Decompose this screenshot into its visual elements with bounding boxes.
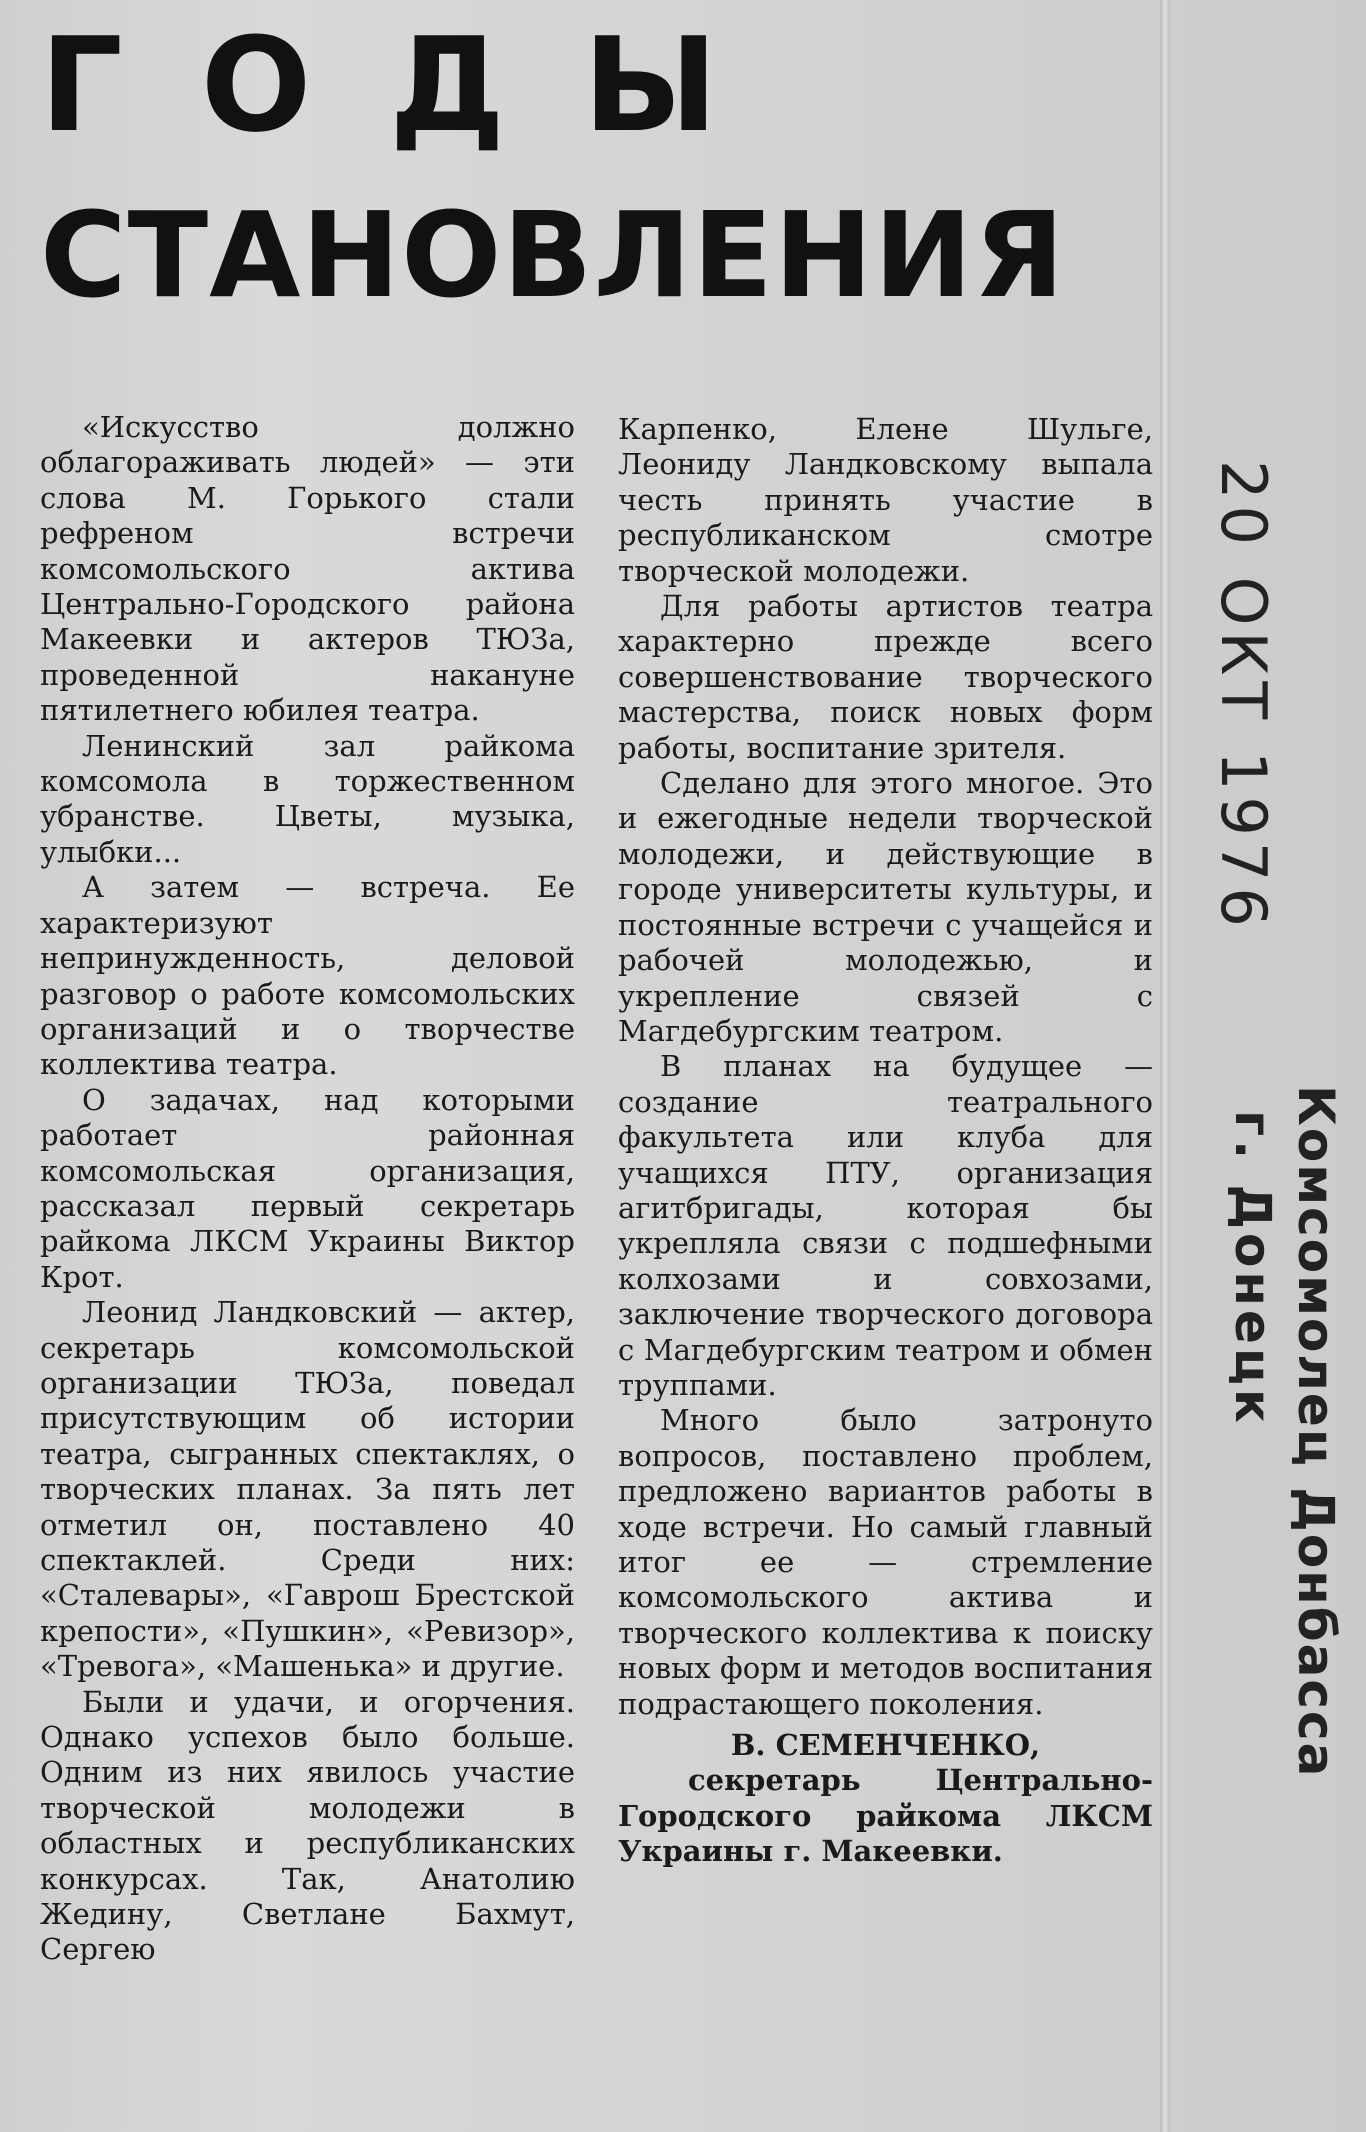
paragraph: О задачах, над которыми работает районная комсомольская организация, рассказал первый секретарь райкома ЛКСМ Украины Виктор Крот. xyxy=(40,1082,575,1294)
heading-line-2: СТАНОВЛЕНИЯ xyxy=(40,186,1066,324)
author-name: В. СЕМЕНЧЕНКО, xyxy=(730,1728,1041,1763)
paragraph: «Искусство должно облагораживать людей» — эти слова М. Горького стали рефреном встречи комсомольского актива Центрально-Городского района Макеевки и актеров ТЮЗа, проведенной накануне пятилетнего юбилея театра. xyxy=(40,410,575,728)
right-column xyxy=(618,412,1153,2122)
city-stamp: г. Донецк xyxy=(1224,1110,1282,1427)
paragraph: В планах на будущее — создание театрального факультета или клуба для учащихся ПТУ, организация агитбригады, которая бы укрепляла связи с подшефными колхозами и совхозами, заключение творческого договора с Магдебургским театром и обмен труппами. xyxy=(618,1049,1153,1402)
heading-line-1: ГОДЫ xyxy=(40,9,796,161)
paragraph: Для работы артистов театра характерно прежде всего совершенствование творческого мастерства, поиск новых форм работы, воспитание зрителя. xyxy=(618,589,1153,765)
article-heading xyxy=(40,10,1160,335)
newspaper-stamp: Комсомолец Донбасса xyxy=(1287,1085,1345,1779)
paragraph: А затем — встреча. Ее характеризуют непринужденность, деловой разговор о работе комсомольских организаций и о творчестве коллектива театра. xyxy=(40,870,575,1082)
author-signature xyxy=(618,1728,1153,1870)
paragraph: Сделано для этого многое. Это и ежегодные недели творческой молодежи, и действующие в городе университеты культуры, и постоянные встречи с учащейся и рабочей молодежью, и укрепление связей с Магдебургским театром. xyxy=(618,766,1153,1048)
left-column xyxy=(40,410,575,2120)
paragraph: Были и удачи, и огорчения. Однако успехов было больше. Одним из них явилось участие творческой молодежи в областных и республиканских конкурсах. Так, Анатолию Жедину, Светлане Бахмут, Сергею xyxy=(40,1684,575,1967)
date-stamp: 20 ОКТ 1976 xyxy=(1207,460,1280,933)
paragraph: Много было затронуто вопросов, поставлено проблем, предложено вариантов работы в ходе встречи. Но самый главный итог ее — стремление комсомольского актива и творческого коллектива к поиску новых форм и методов воспитания подрастающего поколения. xyxy=(618,1403,1153,1721)
page-fold xyxy=(1160,0,1170,2132)
paragraph: Леонид Ландковский — актер, секретарь комсомольской организации ТЮЗа, поведал присутствующим об истории театра, сыгранных спектаклях, о творческих планах. За пять лет отметил он, поставлено 40 спектаклей. Среди них: «Сталевары», «Гаврош Брестской крепости», «Пушкин», «Ревизор», «Тревога», «Машенька» и другие. xyxy=(40,1295,575,1684)
author-role: секретарь Центрально-Городского райкома ЛКСМ Украины г. Макеевки. xyxy=(618,1763,1153,1869)
paragraph: Ленинский зал райкома комсомола в торжественном убранстве. Цветы, музыка, улыбки... xyxy=(40,728,575,869)
paragraph: Карпенко, Елене Шульге, Леониду Ландковскому выпала честь принять участие в республиканском смотре творческой молодежи. xyxy=(618,412,1153,588)
